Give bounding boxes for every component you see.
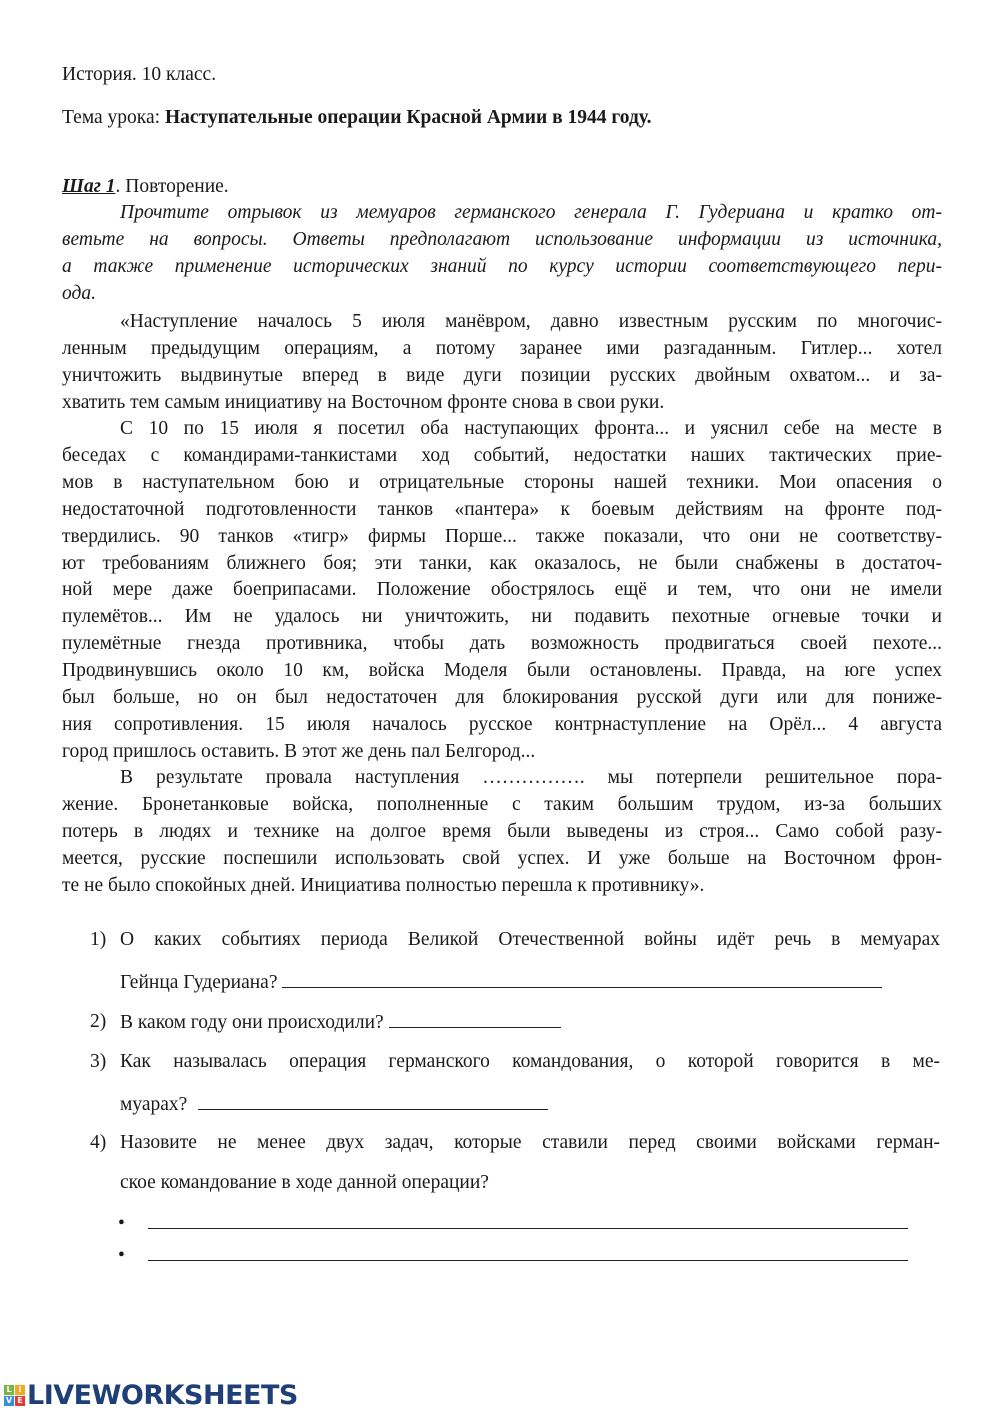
text-line: С 10 по 15 июля я посетил оба наступающих фронта... и уяснил себе на месте в (120, 418, 942, 440)
text-line: мов в наступательном бою и отрицательные стороны нашей техники. Мои опасения о (62, 472, 942, 494)
question-number: 4) (90, 1132, 107, 1153)
text-line: ют требованиям ближнего боя; эти танки, как оказалось, не были снабжены в достаточ- (62, 552, 942, 574)
answer-bullet-2 (118, 1242, 908, 1267)
step-title: . Повторение. (115, 176, 229, 197)
step-label: Шаг 1 (62, 176, 116, 197)
bullet-icon: • (118, 1245, 125, 1266)
question-text: Назовите не менее двух задач, которые ставили перед своими войсками герман- (120, 1132, 940, 1153)
text-line: «Наступление началось 5 июля манёвром, давно известным русским по многочис- (120, 311, 942, 332)
logo-text: LIVEWORKSHEETS (27, 1380, 298, 1411)
question-text: В каком году они происходили? (120, 1012, 384, 1033)
text-line: потерь в людях и технике на долгое время были выведены из строя... Само собой разу- (62, 821, 942, 843)
text-line: уничтожить выдвинутые вперед в виде дуги позиции русских двойным охватом... и за- (62, 364, 942, 386)
text-line: Продвинувшись около 10 км, войска Моделя были остановлены. Правда, на юге успех (62, 659, 942, 681)
text-line: а также применение исторических знаний по курсу истории соответствующего пери- (62, 255, 942, 277)
question-text: ское командование в ходе данной операции? (120, 1172, 489, 1193)
text-line: те не было спокойных дней. Инициатива полностью перешла к противнику». (62, 874, 705, 896)
question-text: муарах? (120, 1094, 188, 1115)
answer-field-3[interactable] (198, 1091, 548, 1110)
subject-heading: История. 10 класс. (62, 64, 217, 85)
logo-letter: L (4, 1385, 14, 1395)
logo-letter: E (15, 1396, 25, 1406)
text-line: недостаточной подготовленности танков «пантера» к боевым действиям на фронте под- (62, 498, 942, 520)
text-line: пулемётов... Им не удалось ни уничтожить, ни подавить пехотные огневые точки и (62, 606, 942, 628)
text-line: ветьте на вопросы. Ответы предполагают использование информации из источника, (62, 228, 942, 250)
logo-letter: I (15, 1385, 25, 1395)
text-line: В результате провала наступления ……………. мы потерпели решительное пора- (120, 767, 942, 789)
memoir-quote (62, 309, 942, 900)
step-heading (62, 174, 229, 201)
text-line: Прочтите отрывок из мемуаров германского генерала Г. Гудериана и кратко от- (120, 202, 942, 223)
text-line: ода. (62, 282, 96, 304)
text-line: ленным предыдущим операциям, а потому заранее ими разгаданным. Гитлер... хотел (62, 337, 942, 359)
logo-icon (4, 1385, 25, 1406)
text-line: ной мере даже боеприпасами. Положение обострялось ещё и тем, что они не имели (62, 579, 942, 601)
topic-title: Наступательные операции Красной Армии в 1944 году. (164, 107, 652, 128)
answer-field-4b[interactable] (148, 1242, 908, 1261)
question-text: О каких событиях периода Великой Отечественной войны идёт речь в мемуарах (120, 929, 940, 950)
answer-field-4a[interactable] (148, 1210, 908, 1229)
text-line: ния сопротивления. 15 июля началось русское контрнаступление на Орёл... 4 августа (62, 713, 942, 735)
answer-bullet-1 (118, 1210, 908, 1235)
text-line: хватить тем самым инициативу на Восточном фронте снова в свои руки. (62, 391, 665, 413)
question-number: 2) (90, 1011, 107, 1032)
text-line: твердились. 90 танков «тигр» фирмы Порше... также показали, что они не соответству- (62, 525, 942, 547)
bullet-icon: • (118, 1213, 125, 1234)
text-line: был больше, но он был недостаточен для блокирования русской дуги или для пониже- (62, 686, 942, 708)
liveworksheets-logo (4, 1380, 298, 1411)
question-text: Как называлась операция германского командования, о которой говорится в ме- (120, 1051, 940, 1072)
question-number: 3) (90, 1051, 107, 1072)
question-text: Гейнца Гудериана? (120, 972, 278, 993)
text-line: беседах с командирами-танкистами ход событий, недостатки наших тактических прие- (62, 445, 942, 467)
question-number: 1) (90, 929, 107, 950)
text-line: город пришлось оставить. В этот же день пал Белгород... (62, 740, 536, 762)
instructions (62, 200, 942, 307)
text-line: меется, русские поспешили использовать свой успех. И уже больше на Восточном фрон- (62, 847, 942, 869)
text-line: жение. Бронетанковые войска, пополненные с таким большим трудом, из-за больших (62, 794, 942, 816)
lesson-topic (62, 105, 651, 132)
topic-label: Тема урока: (62, 107, 165, 128)
answer-field-1[interactable] (282, 969, 882, 988)
answer-field-2[interactable] (389, 1009, 561, 1028)
text-line: пулемётные гнезда противника, чтобы дать возможность продвигаться своей пехоте... (62, 633, 942, 655)
logo-letter: V (5, 1396, 13, 1405)
